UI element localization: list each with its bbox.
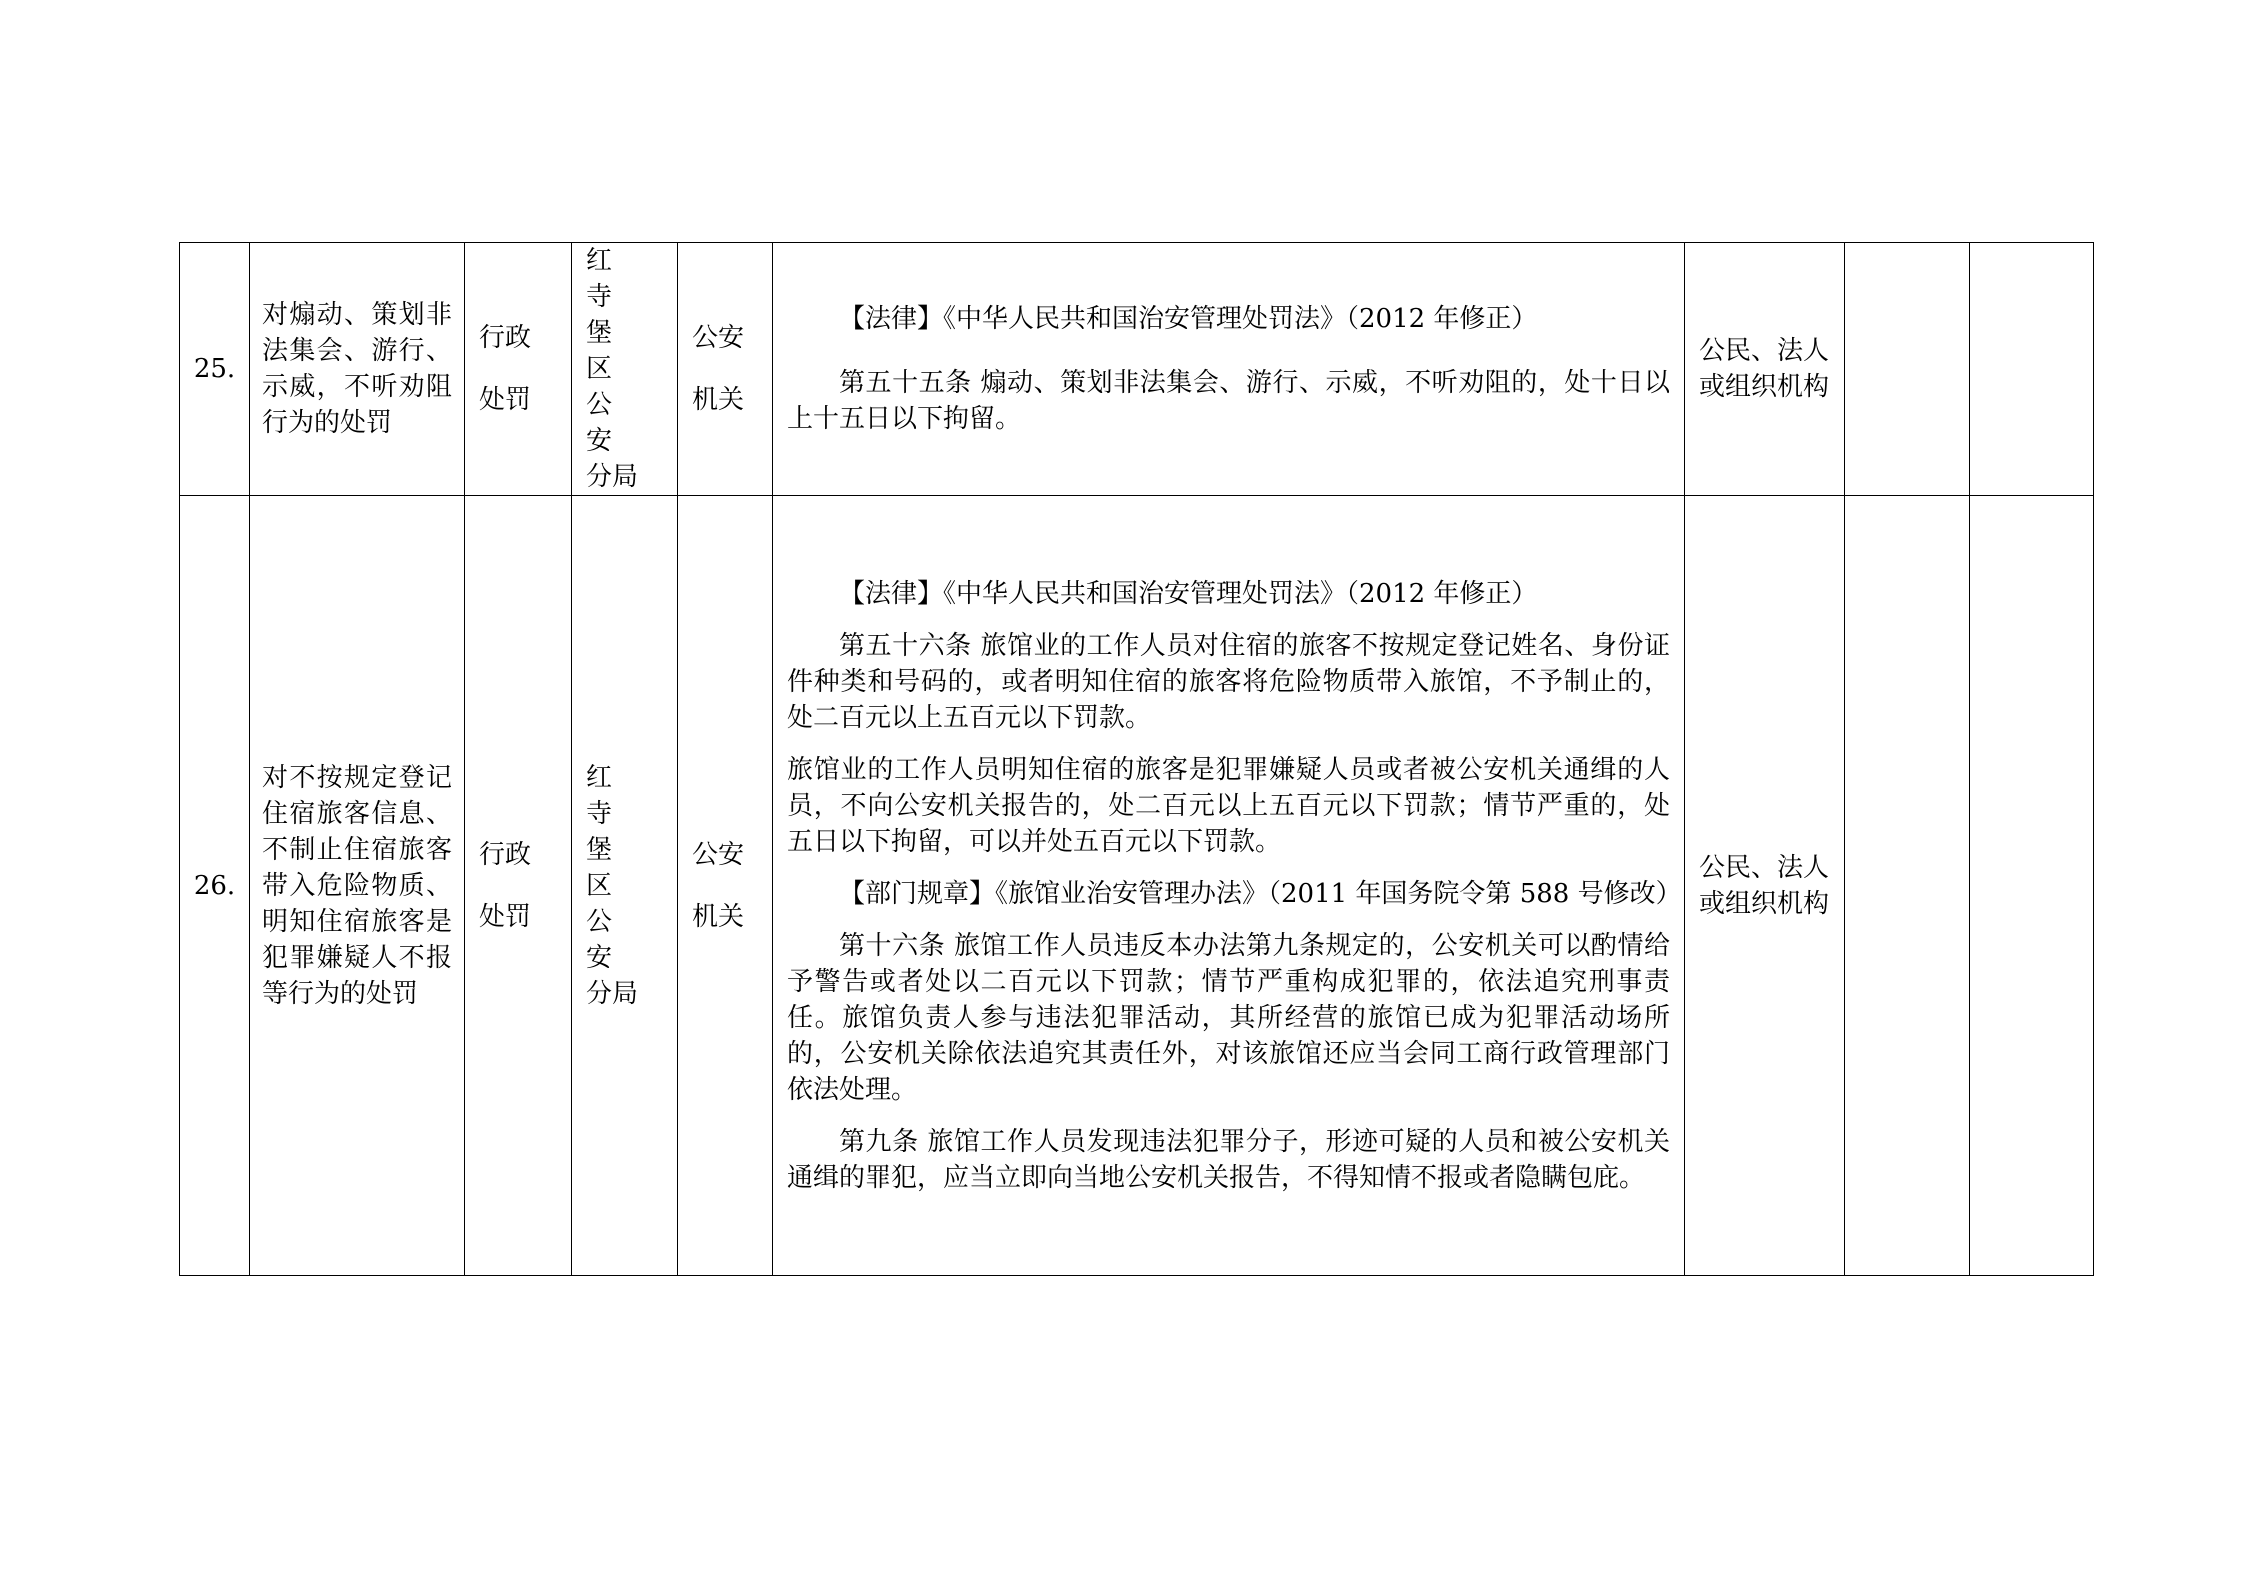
authority-subject	[678, 243, 773, 496]
basis-paragraph: 第九条 旅馆工作人员发现违法犯罪分子，形迹可疑的人员和被公安机关通缉的罪犯，应当立即向当地公安机关报告，不得知情不报或者隐瞒包庇。	[787, 1126, 1670, 1193]
authority-line: 机关	[692, 901, 745, 932]
department-line: 分局	[586, 462, 639, 492]
empty-cell	[1970, 496, 2094, 1276]
basis-paragraph: 旅馆业的工作人员明知住宿的旅客是犯罪嫌疑人员或者被公安机关通缉的人员，不向公安机关报告的，处二百元以上五百元以下罚款；情节严重的，处五日以下拘留，可以并处五百元以下罚款。	[787, 754, 1670, 857]
basis-paragraph: 【法律】《中华人民共和国治安管理处罚法》（2012 年修正）	[839, 578, 1538, 609]
department-line: 红 寺	[586, 246, 639, 312]
implementing-department	[572, 496, 678, 1276]
table-row	[180, 496, 2094, 1276]
category-line: 处罚	[479, 385, 532, 415]
authority-subject	[678, 496, 773, 1276]
implementing-department	[572, 243, 678, 496]
row-number: 25.	[180, 243, 250, 496]
empty-cell	[1970, 243, 2094, 496]
applicable-target: 公民、法人或组织机构	[1685, 243, 1845, 496]
basis-paragraph: 第五十五条 煽动、策划非法集会、游行、示威，不听劝阻的，处十日以上十五日以下拘留。	[787, 368, 1670, 434]
item-category	[465, 496, 572, 1276]
category-line: 处罚	[479, 901, 532, 932]
empty-cell	[1845, 496, 1970, 1276]
department-line: 堡 区	[586, 834, 639, 901]
item-category	[465, 243, 572, 496]
basis-paragraph: 第五十六条 旅馆业的工作人员对住宿的旅客不按规定登记姓名、身份证件种类和号码的，或者明知住宿的旅客将危险物质带入旅馆，不予制止的，处二百元以上五百元以下罚款。	[787, 630, 1670, 733]
legal-basis	[773, 496, 1685, 1276]
legal-basis	[773, 243, 1685, 496]
department-line: 堡 区	[586, 318, 639, 384]
department-line: 红 寺	[586, 762, 639, 829]
category-line: 行政	[479, 323, 532, 353]
authority-line: 公安	[692, 323, 745, 353]
row-number: 26.	[180, 496, 250, 1276]
table-row	[180, 243, 2094, 496]
basis-paragraph: 【部门规章】《旅馆业治安管理办法》（2011 年国务院令第 588 号修改）	[839, 878, 1682, 909]
authority-line: 机关	[692, 385, 745, 415]
basis-paragraph: 【法律】《中华人民共和国治安管理处罚法》（2012 年修正）	[839, 304, 1538, 334]
department-line: 分局	[586, 978, 639, 1009]
item-name: 对煽动、策划非法集会、游行、示威，不听劝阻行为的处罚	[250, 243, 465, 496]
department-line: 公 安	[586, 390, 639, 456]
item-name: 对不按规定登记住宿旅客信息、不制止住宿旅客带入危险物质、明知住宿旅客是犯罪嫌疑人不报等行为的处罚	[250, 496, 465, 1276]
category-line: 行政	[479, 839, 532, 870]
department-line: 公 安	[586, 906, 639, 973]
applicable-target: 公民、法人或组织机构	[1685, 496, 1845, 1276]
empty-cell	[1845, 243, 1970, 496]
authority-list-table	[179, 242, 2094, 1276]
basis-paragraph: 第十六条 旅馆工作人员违反本办法第九条规定的，公安机关可以酌情给予警告或者处以二百元以下罚款；情节严重构成犯罪的，依法追究刑事责任。旅馆负责人参与违法犯罪活动，其所经营的旅馆已成为犯罪活动场所的，公安机关除依法追究其责任外，对该旅馆还应当会同工商行政管理部门依法处理。	[787, 930, 1670, 1105]
authority-line: 公安	[692, 839, 745, 870]
